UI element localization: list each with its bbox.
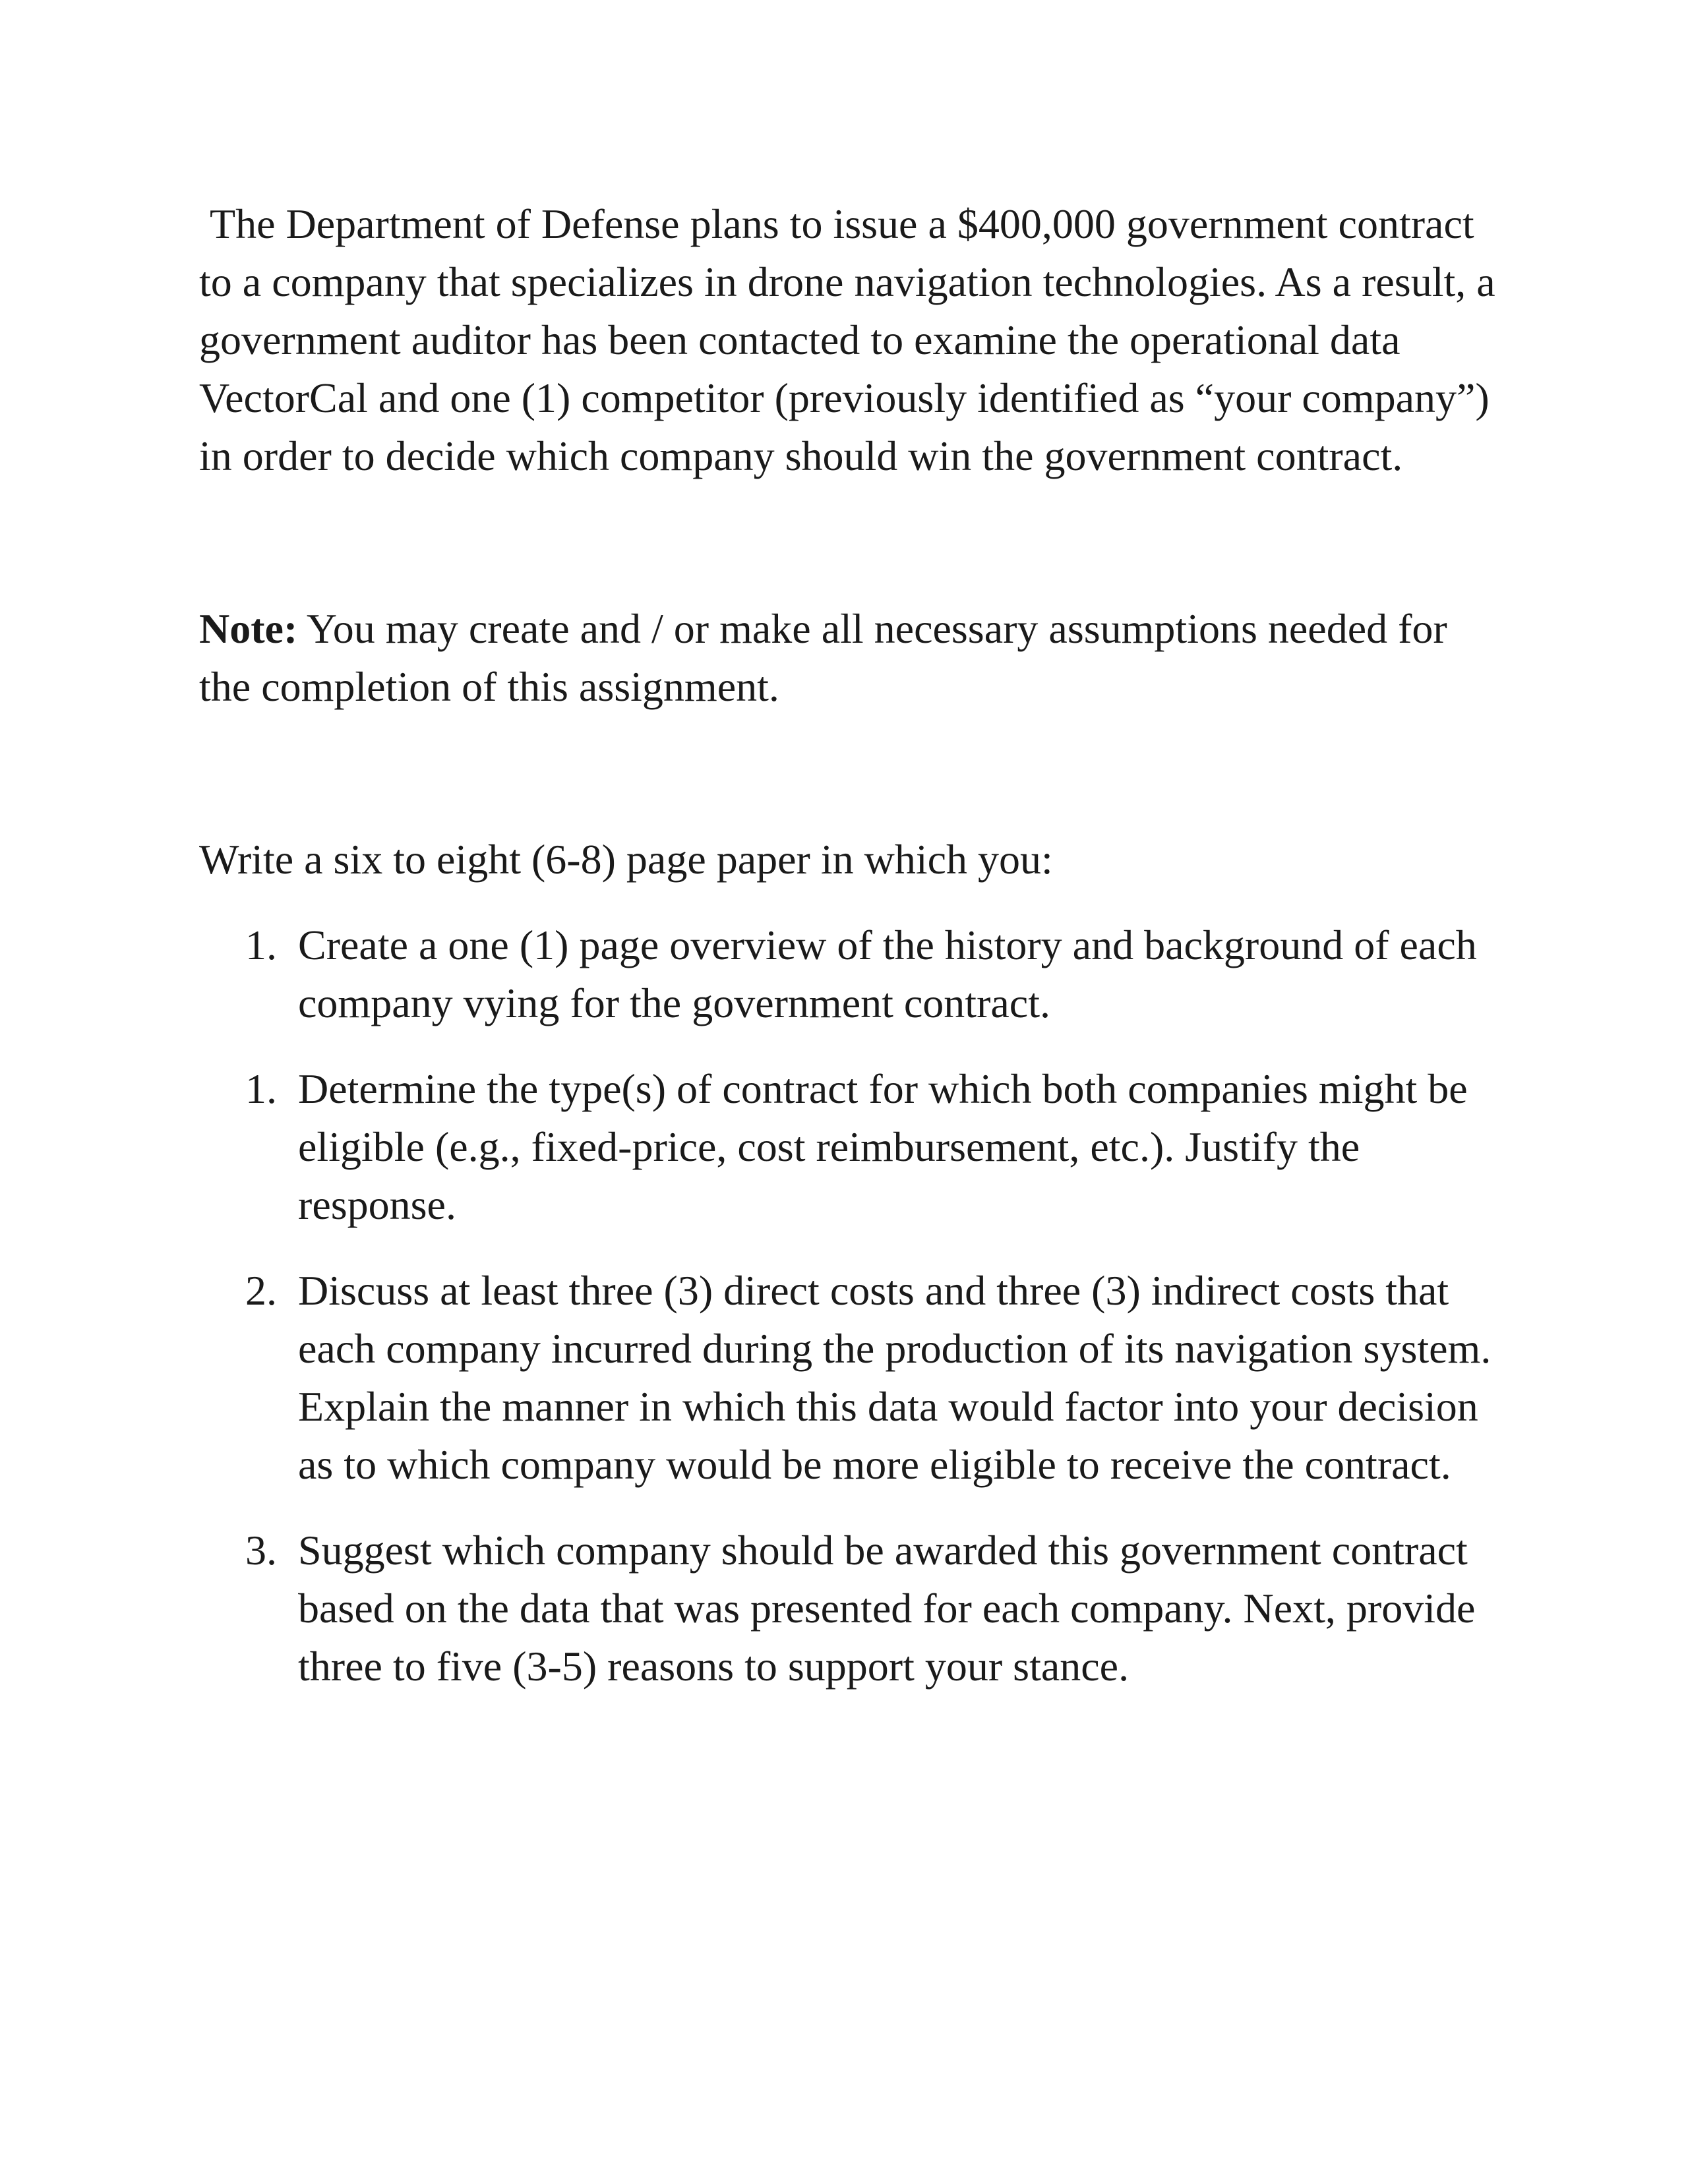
list-item [245,1521,1505,1696]
write-prompt: Write a six to eight (6-8) page paper in which you: [199,836,1053,883]
list-item-number: 3. [245,1527,277,1574]
list-item [245,916,1505,1032]
task-list [199,916,1505,1696]
note-paragraph [199,600,1505,716]
note-label: Note: [199,605,298,652]
intro-paragraph: The Department of Defense plans to issue a $400,000 government contract to a company that specializes in drone navigation technologies. As a result, a government auditor has been contacted to examine the operational data VectorCal and one (1) competitor (previously identified as “your company”) in order to decide which company should win the government contract. [199,200,1495,479]
note-text: You may create and / or make all necessary assumptions needed for the completion of this assignment. [199,605,1447,710]
list-item-text: Suggest which company should be awarded this government contract based on the data that was presented for each company. Next, provide three to five (3-5) reasons to support your stance. [298,1527,1476,1690]
list-item-text: Create a one (1) page overview of the history and background of each company vying for the government contract. [298,922,1477,1026]
list-item-text: Determine the type(s) of contract for which both companies might be eligible (e.g., fixed-price, cost reimbursement, etc.). Justify the response. [298,1065,1468,1228]
list-item [245,1060,1505,1234]
document-body [199,195,1505,1723]
list-item-text: Discuss at least three (3) direct costs and three (3) indirect costs that each company incurred during the production of its navigation system. Explain the manner in which this data would factor into your decision as to which company would be more eligible to receive the contract. [298,1267,1492,1488]
list-item-number: 1. [245,922,277,968]
list-item-number: 2. [245,1267,277,1314]
list-item [245,1262,1505,1494]
list-item-number: 1. [245,1065,277,1112]
